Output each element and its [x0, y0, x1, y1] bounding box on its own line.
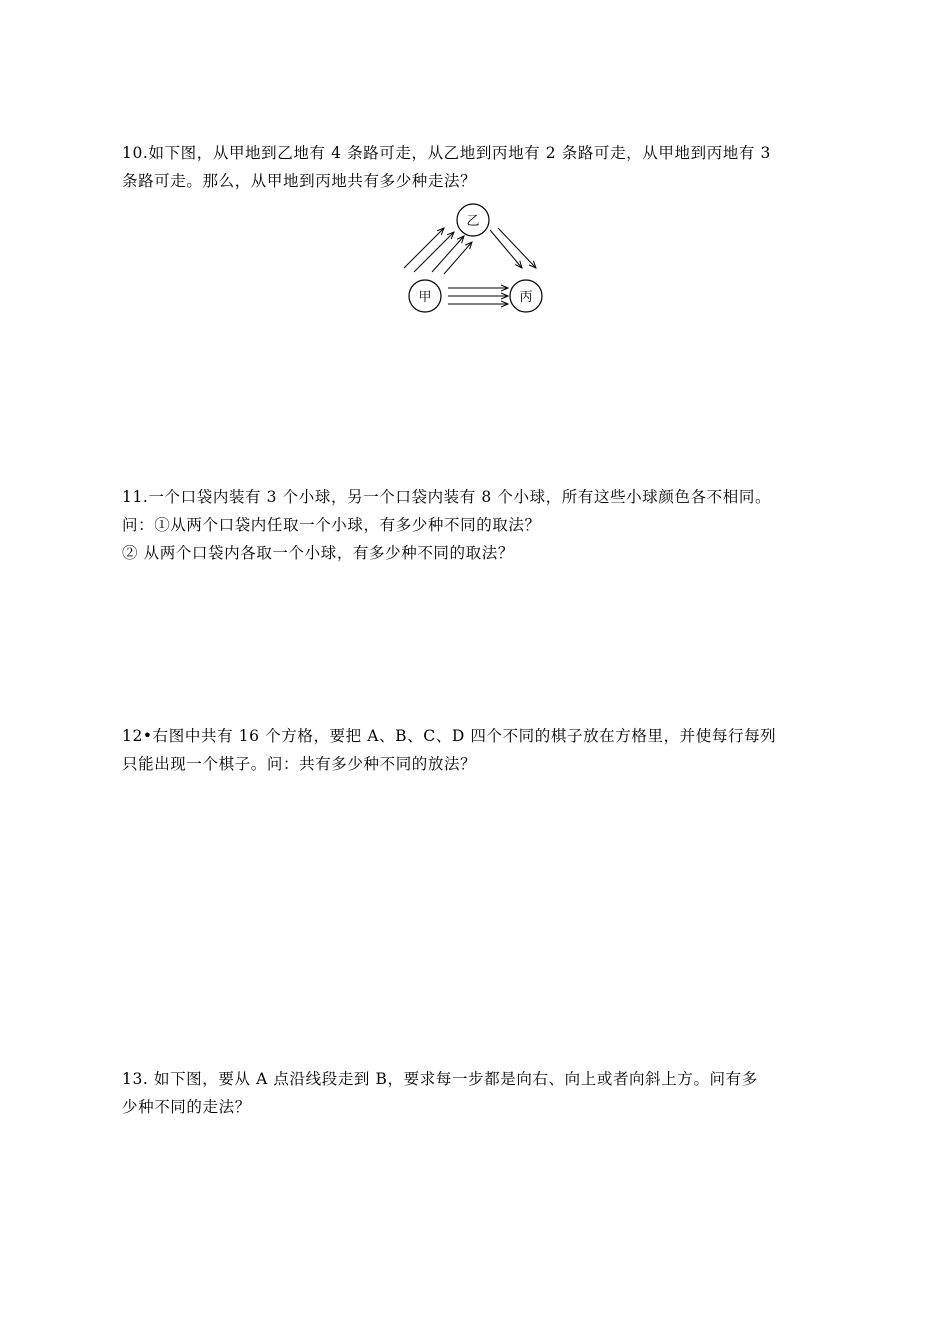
q13-line-2: 少种不同的走法？ — [122, 1098, 251, 1116]
routes-yi-to-bing — [490, 228, 536, 268]
routes-jia-to-bing — [448, 288, 508, 304]
route-diagram — [398, 198, 558, 320]
q11-line-3: ② 从两个口袋内各取一个小球，有多少种不同的取法？ — [122, 544, 514, 562]
q12-line-1: 12•右图中共有 16 个方格，要把 A、B、C、D 四个不同的棋子放在方格里，并使每行每列 — [122, 727, 777, 745]
q10-line-1: 10.如下图，从甲地到乙地有 4 条路可走，从乙地到丙地有 2 条路可走，从甲地到丙地有 3 — [122, 144, 771, 162]
q12-line-2: 只能出现一个棋子。问：共有多少种不同的放法？ — [122, 755, 477, 773]
q11-line-2: 问：①从两个口袋内任取一个小球，有多少种不同的取法？ — [122, 516, 541, 534]
node-jia-label: 甲 — [418, 290, 432, 305]
node-bing — [510, 280, 542, 312]
node-jia — [409, 280, 441, 312]
q10-line-2: 条路可走。那么，从甲地到丙地共有多少种走法？ — [122, 172, 477, 190]
node-yi — [457, 204, 489, 236]
q11-line-1: 11.一个口袋内装有 3 个小球，另一个口袋内装有 8 个小球，所有这些小球颜色各不相同。 — [122, 488, 772, 506]
node-bing-label: 丙 — [519, 290, 533, 305]
node-yi-label: 乙 — [466, 214, 480, 229]
q13-line-1: 13. 如下图，要从 A 点沿线段走到 B，要求每一步都是向右、向上或者向斜上方。问有多 — [122, 1070, 758, 1088]
routes-jia-to-yi — [404, 228, 472, 274]
